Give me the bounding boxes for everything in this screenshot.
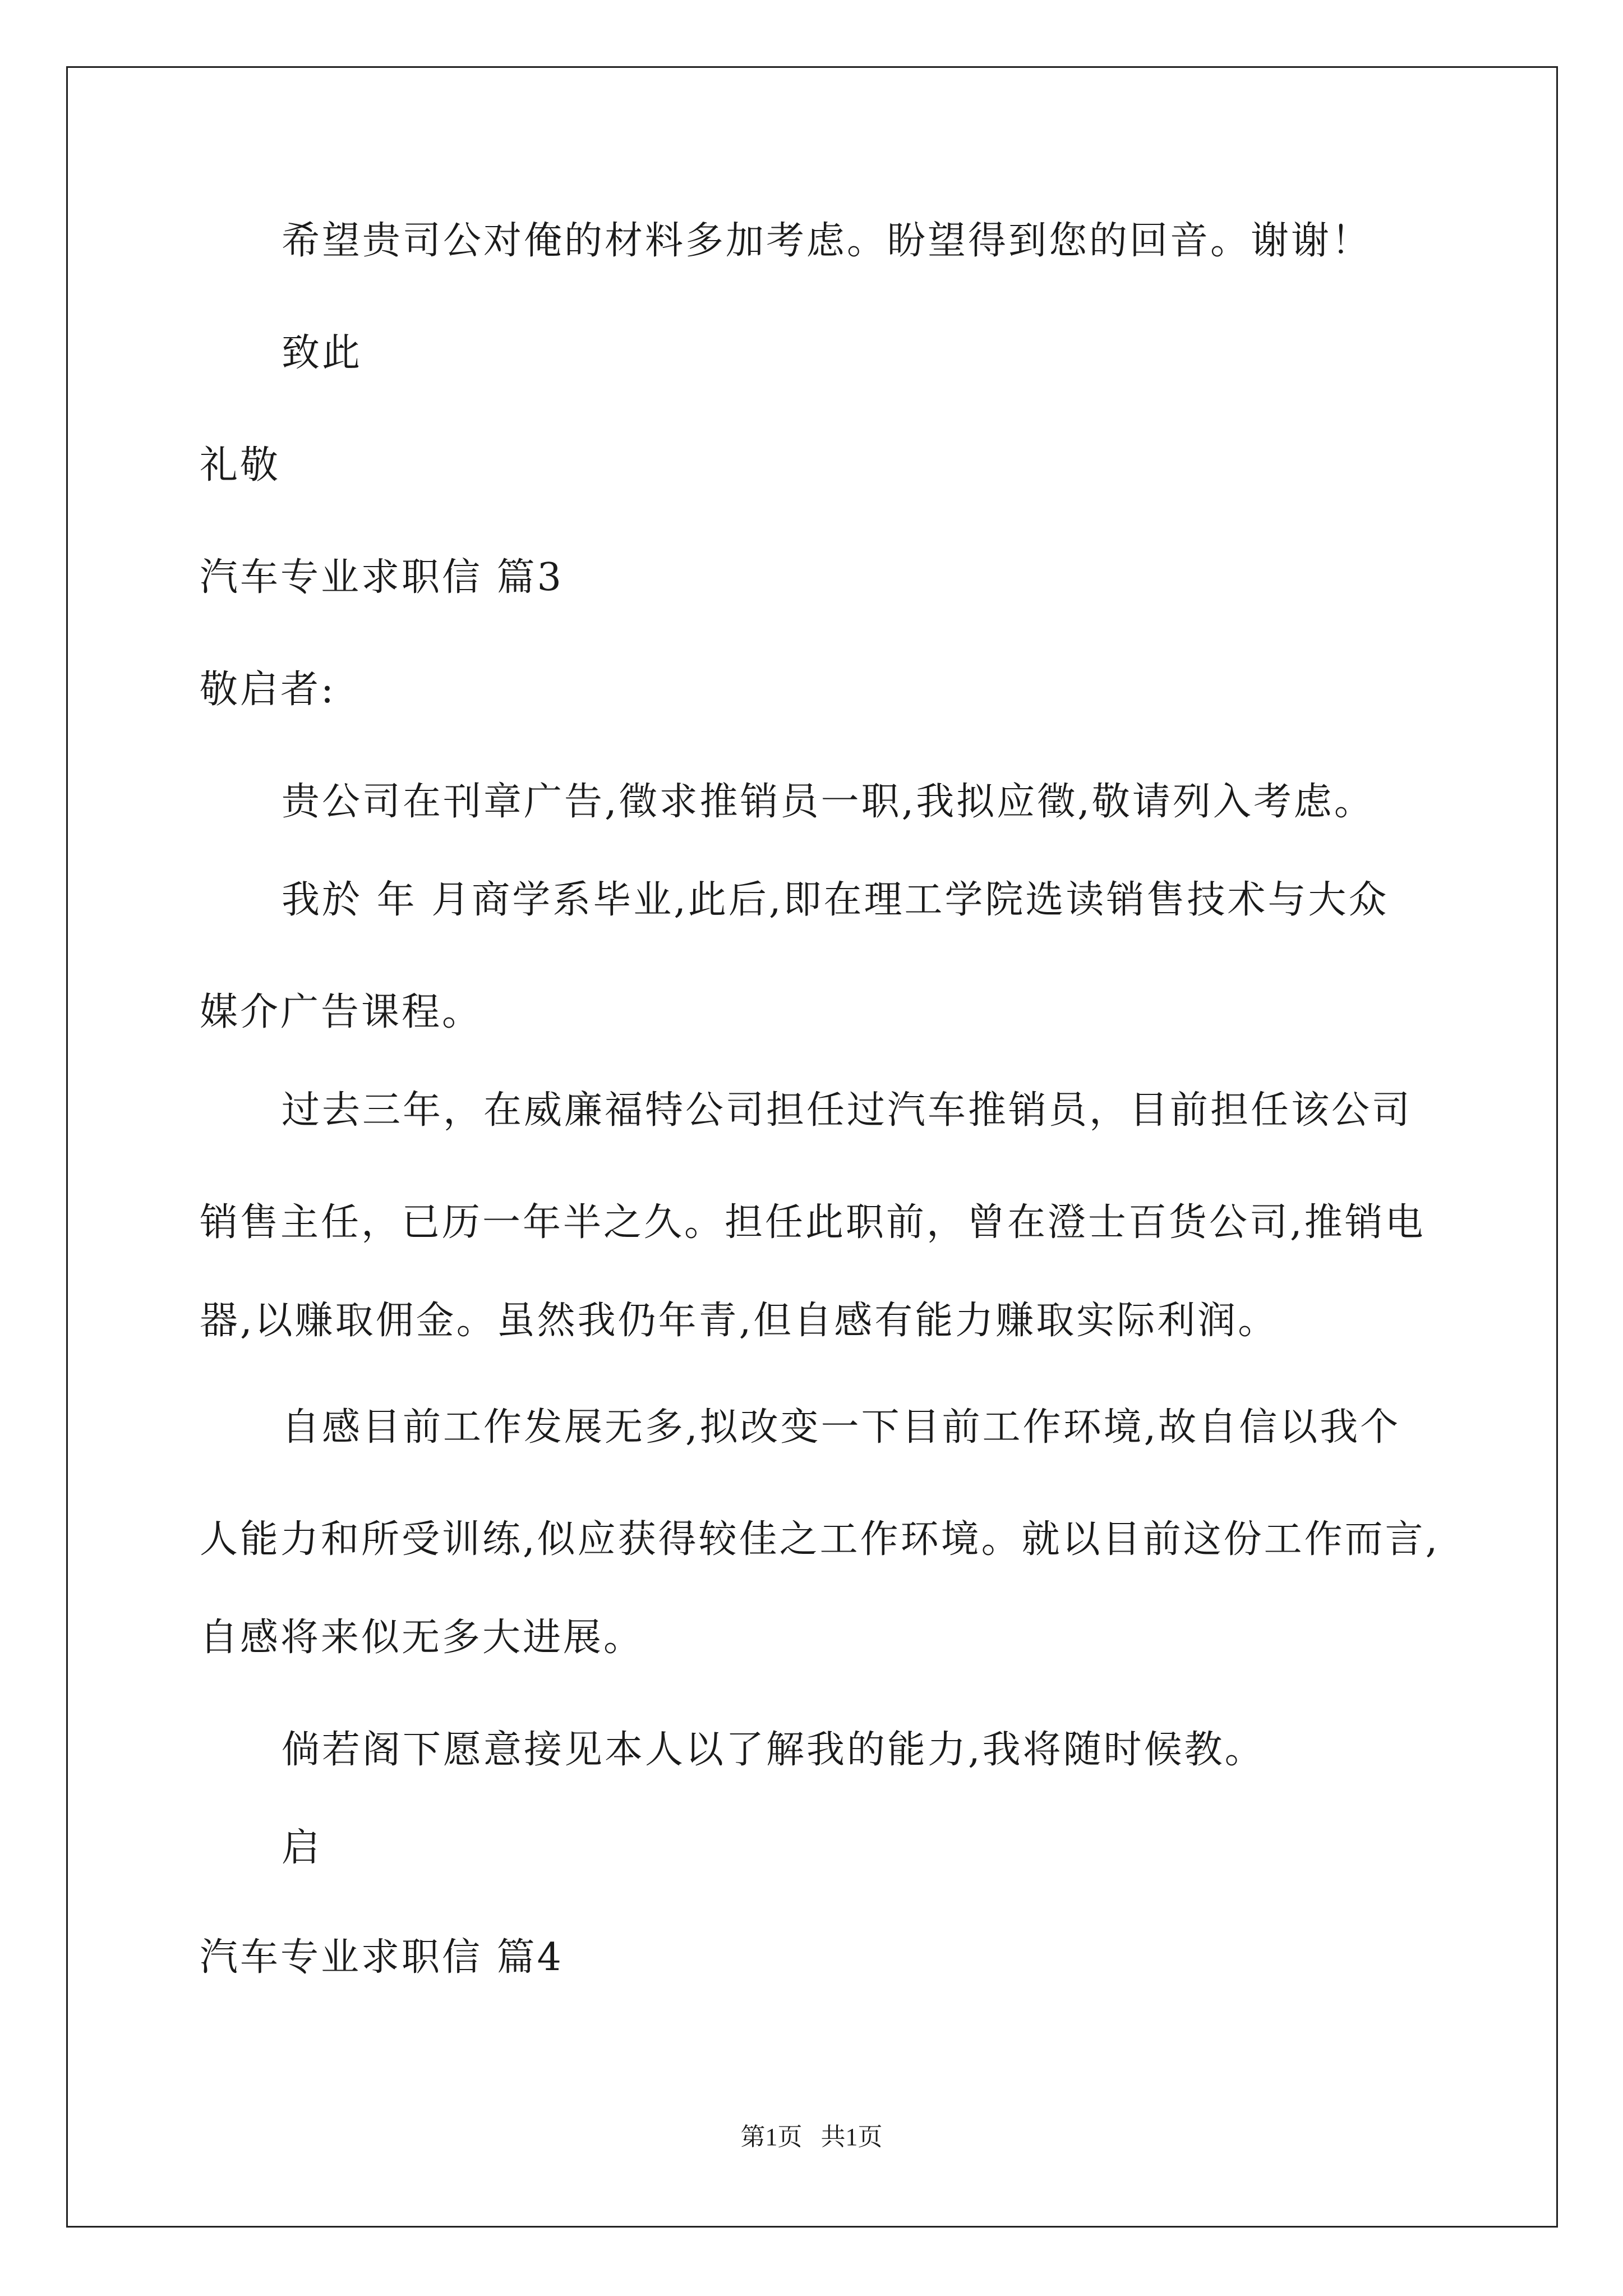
page-footer: 第1页 共1页 bbox=[740, 2123, 883, 2151]
page-border bbox=[66, 66, 1558, 2228]
paragraph-line: 器,以赚取佣金。虽然我仍年青,但自感有能力赚取实际利润。 bbox=[200, 1299, 1279, 1343]
signature-line: 启 bbox=[282, 1826, 322, 1870]
paragraph-line: 我於 年 月商学系毕业,此后,即在理工学院选读销售技术与大众 bbox=[282, 878, 1389, 922]
paragraph-line: 销售主任，已历一年半之久。担任此职前，曾在澄士百货公司,推销电 bbox=[200, 1200, 1426, 1245]
greeting-line: 敬启者: bbox=[200, 668, 336, 712]
paragraph-line: 人能力和所受训练,似应获得较佳之工作环境。就以目前这份工作而言, bbox=[200, 1517, 1440, 1562]
paragraph-line: 贵公司在刊章广告,徵求推销员一职,我拟应徵,敬请列入考虑。 bbox=[282, 780, 1375, 824]
paragraph-line: 媒介广告课程。 bbox=[200, 990, 483, 1034]
section-heading: 汽车专业求职信 篇4 bbox=[200, 1935, 564, 1980]
salutation-line: 礼敬 bbox=[200, 443, 281, 487]
section-heading: 汽车专业求职信 篇3 bbox=[200, 555, 564, 600]
closing-line: 致此 bbox=[282, 331, 363, 375]
paragraph-line: 自感将来似无多大进展。 bbox=[200, 1616, 644, 1660]
paragraph-line: 过去三年，在威廉福特公司担任过汽车推销员，目前担任该公司 bbox=[282, 1088, 1413, 1133]
paragraph-line: 希望贵司公对俺的材料多加考虑。盼望得到您的回音。谢谢！ bbox=[282, 219, 1372, 263]
paragraph-line: 自感目前工作发展无多,拟改变一下目前工作环境,故自信以我个 bbox=[282, 1405, 1401, 1450]
paragraph-line: 倘若阁下愿意接见本人以了解我的能力,我将随时候教。 bbox=[282, 1728, 1265, 1772]
